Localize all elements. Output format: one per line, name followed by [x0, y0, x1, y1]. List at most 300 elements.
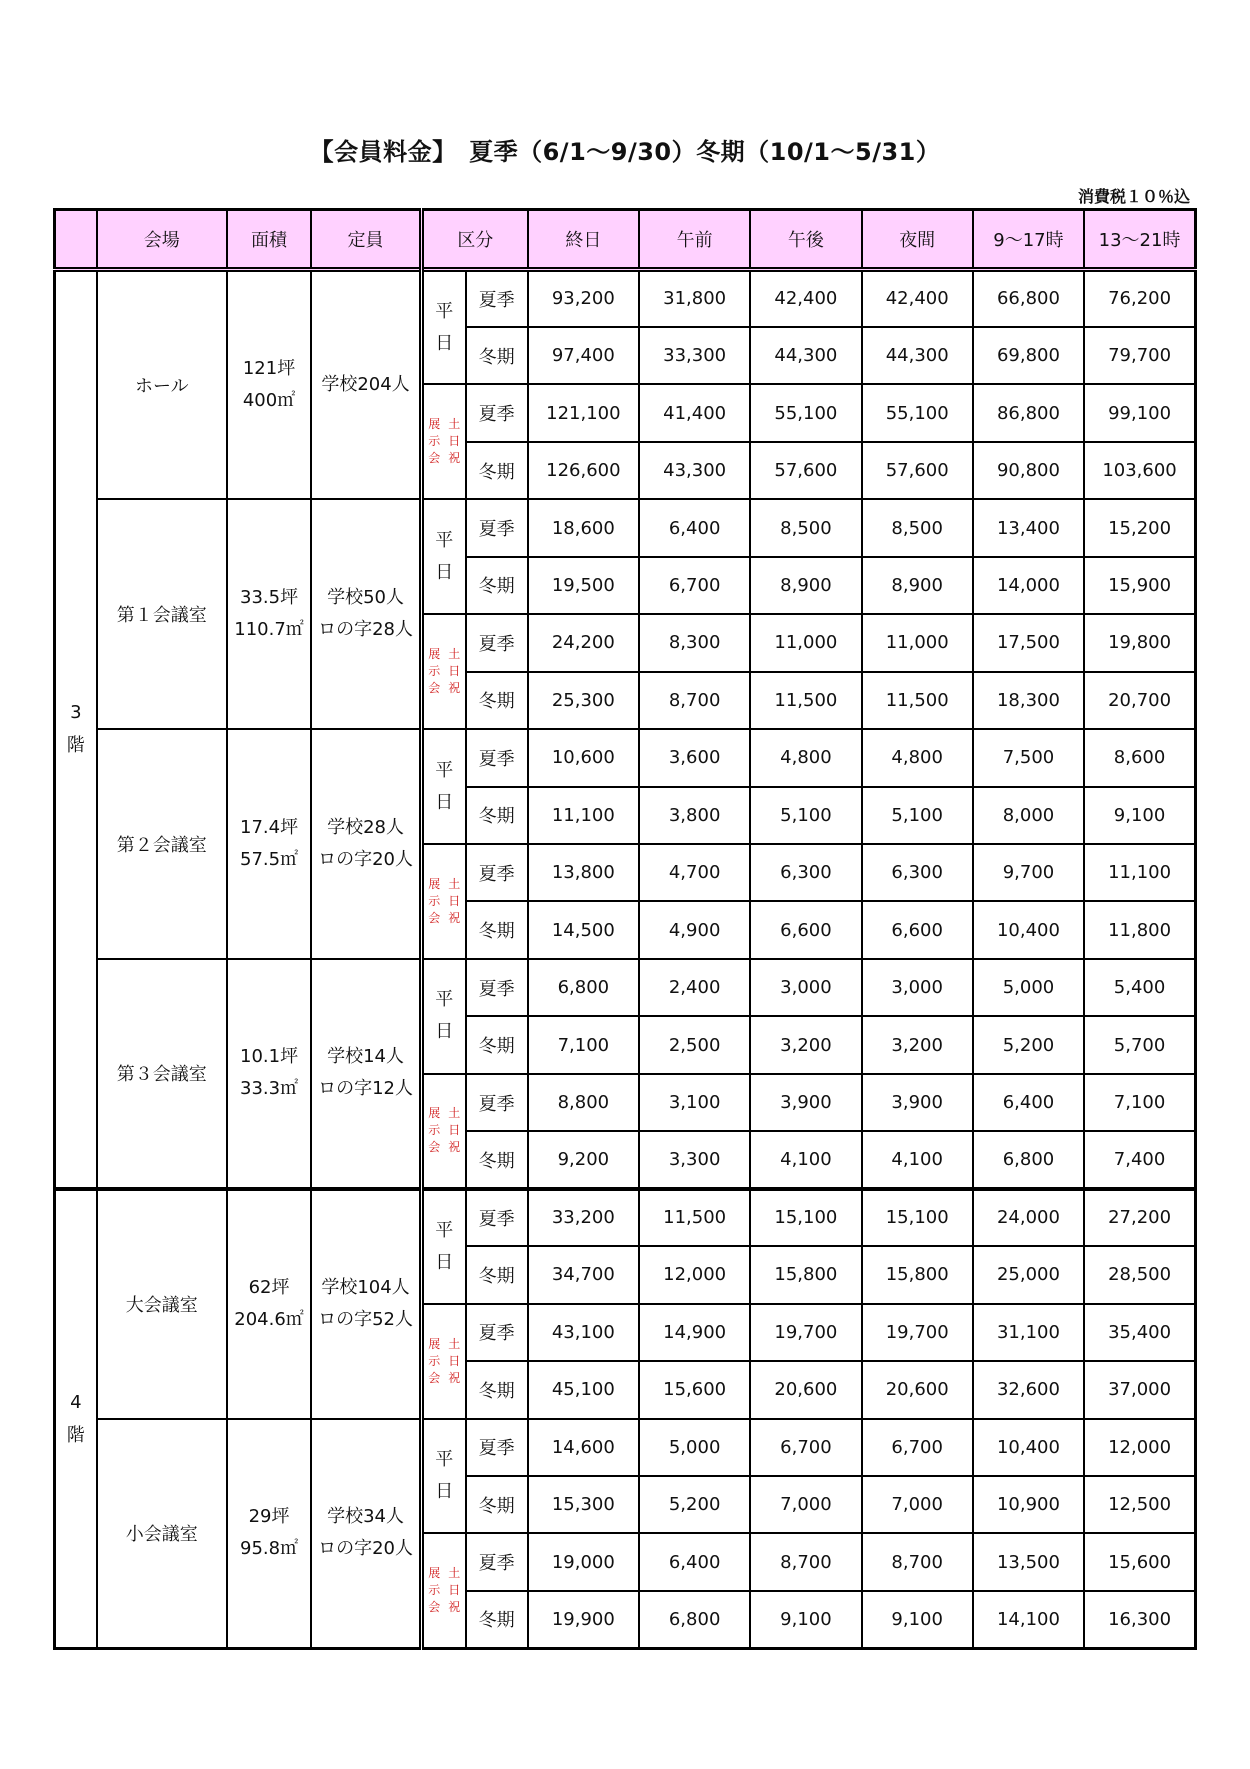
- rate-13-21: 103,600: [1084, 442, 1195, 499]
- rate-morning: 31,800: [639, 270, 750, 327]
- rate-13-21: 11,100: [1084, 844, 1195, 901]
- rate-13-21: 7,400: [1084, 1131, 1195, 1188]
- holiday-char: 土: [448, 876, 461, 891]
- season-winter: 冬期: [466, 1016, 528, 1073]
- rate-night: 42,400: [862, 270, 973, 327]
- rate-night: 8,900: [862, 557, 973, 614]
- capacity-line: 学校14人: [327, 1046, 404, 1068]
- page-title: 【会員料金】 夏季（6/1～9/30）冬期（10/1～5/31）: [309, 138, 941, 166]
- weekday-char: 平: [435, 529, 454, 551]
- rate-9-17: 5,200: [973, 1016, 1084, 1073]
- rate-13-21: 8,600: [1084, 729, 1195, 786]
- rate-9-17: 32,600: [973, 1361, 1084, 1418]
- holiday-label: [421, 614, 465, 729]
- rate-afternoon: 3,000: [750, 959, 861, 1016]
- holiday-char: 祝: [448, 1600, 461, 1615]
- holiday-label: [421, 1533, 465, 1648]
- season-summer: 夏季: [466, 499, 528, 556]
- holiday-char: 展: [428, 1106, 441, 1121]
- rate-afternoon: 4,800: [750, 729, 861, 786]
- weekday-label: [421, 499, 465, 614]
- rate-night: 4,100: [862, 1131, 973, 1188]
- weekday-label: [421, 959, 465, 1074]
- season-winter: 冬期: [466, 1361, 528, 1418]
- venue-area: [227, 959, 311, 1189]
- rate-afternoon: 8,700: [750, 1533, 861, 1590]
- rate-all-day: 93,200: [528, 270, 639, 327]
- rate-13-21: 15,600: [1084, 1533, 1195, 1590]
- rate-all-day: 19,500: [528, 557, 639, 614]
- rate-night: 3,900: [862, 1074, 973, 1131]
- rate-all-day: 13,800: [528, 844, 639, 901]
- holiday-char: 土: [448, 417, 461, 432]
- season-summer: 夏季: [466, 844, 528, 901]
- rate-morning: 5,200: [639, 1476, 750, 1533]
- rate-13-21: 5,700: [1084, 1016, 1195, 1073]
- rate-afternoon: 6,300: [750, 844, 861, 901]
- season-summer: 夏季: [466, 1304, 528, 1361]
- rate-all-day: 18,600: [528, 499, 639, 556]
- venue-capacity: [311, 1189, 421, 1419]
- rate-all-day: 19,000: [528, 1533, 639, 1590]
- venue-area: [227, 729, 311, 959]
- holiday-right: [448, 1105, 460, 1156]
- weekday-char: 平: [435, 759, 454, 781]
- rate-13-21: 28,500: [1084, 1246, 1195, 1303]
- capacity-line: ロの字52人: [318, 1309, 413, 1331]
- rate-13-21: 16,300: [1084, 1591, 1195, 1649]
- rate-morning: 43,300: [639, 442, 750, 499]
- venue-name: 第１会議室: [97, 499, 227, 729]
- rate-night: 8,500: [862, 499, 973, 556]
- season-summer: 夏季: [466, 959, 528, 1016]
- weekday-char: 日: [435, 1481, 454, 1503]
- rate-night: 20,600: [862, 1361, 973, 1418]
- rate-all-day: 34,700: [528, 1246, 639, 1303]
- holiday-char: 祝: [448, 1140, 461, 1155]
- rate-morning: 8,700: [639, 672, 750, 729]
- rate-afternoon: 5,100: [750, 787, 861, 844]
- rate-morning: 12,000: [639, 1246, 750, 1303]
- venue-name: 第３会議室: [97, 959, 227, 1189]
- area-line: 17.4坪: [240, 817, 299, 839]
- holiday-right: [448, 876, 460, 927]
- rate-afternoon: 3,900: [750, 1074, 861, 1131]
- rate-13-21: 12,500: [1084, 1476, 1195, 1533]
- season-winter: 冬期: [466, 672, 528, 729]
- holiday-left: [428, 1105, 440, 1156]
- weekday-char: 平: [435, 300, 454, 322]
- area-line: 204.6㎡: [234, 1309, 304, 1331]
- holiday-char: 展: [428, 417, 441, 432]
- holiday-label-wrap: [424, 1336, 465, 1387]
- rate-all-day: 43,100: [528, 1304, 639, 1361]
- rate-all-day: 7,100: [528, 1016, 639, 1073]
- rate-morning: 14,900: [639, 1304, 750, 1361]
- rate-13-21: 7,100: [1084, 1074, 1195, 1131]
- holiday-char: 展: [428, 876, 441, 891]
- holiday-label: [421, 844, 465, 959]
- rate-all-day: 9,200: [528, 1131, 639, 1188]
- holiday-left: [428, 1336, 440, 1387]
- rate-9-17: 90,800: [973, 442, 1084, 499]
- capacity-line: ロの字20人: [318, 849, 413, 871]
- rate-9-17: 10,400: [973, 1419, 1084, 1476]
- rate-afternoon: 8,900: [750, 557, 861, 614]
- season-winter: 冬期: [466, 1246, 528, 1303]
- holiday-char: 示: [428, 434, 441, 449]
- rate-night: 6,600: [862, 901, 973, 958]
- rate-night: 7,000: [862, 1476, 973, 1533]
- rate-13-21: 11,800: [1084, 901, 1195, 958]
- holiday-left: [428, 1565, 440, 1616]
- rate-9-17: 25,000: [973, 1246, 1084, 1303]
- holiday-left: [428, 646, 440, 697]
- table-row: [55, 1189, 1196, 1246]
- weekday-char: 日: [435, 332, 454, 354]
- rate-night: 9,100: [862, 1591, 973, 1649]
- rate-13-21: 99,100: [1084, 384, 1195, 441]
- header-9-17: 9～17時: [973, 210, 1084, 270]
- rate-13-21: 27,200: [1084, 1189, 1195, 1246]
- rate-all-day: 11,100: [528, 787, 639, 844]
- rate-9-17: 14,100: [973, 1591, 1084, 1649]
- season-summer: 夏季: [466, 614, 528, 671]
- header-13-21: 13～21時: [1084, 210, 1195, 270]
- rate-13-21: 19,800: [1084, 614, 1195, 671]
- rate-13-21: 79,700: [1084, 327, 1195, 384]
- venue-name: 小会議室: [97, 1419, 227, 1649]
- area-line: 10.1坪: [240, 1046, 299, 1068]
- rate-afternoon: 42,400: [750, 270, 861, 327]
- rate-13-21: 35,400: [1084, 1304, 1195, 1361]
- rate-night: 3,200: [862, 1016, 973, 1073]
- area-line: 400㎡: [242, 390, 296, 412]
- floor-label-char: 3: [70, 702, 82, 724]
- venue-name: 第２会議室: [97, 729, 227, 959]
- area-line: 33.3㎡: [240, 1078, 299, 1100]
- table-row: [55, 499, 1196, 556]
- season-summer: 夏季: [466, 729, 528, 786]
- header-blank: [55, 210, 97, 270]
- weekday-label: [421, 270, 465, 385]
- season-summer: 夏季: [466, 1074, 528, 1131]
- holiday-char: 祝: [448, 910, 461, 925]
- capacity-line: 学校28人: [327, 817, 404, 839]
- season-summer: 夏季: [466, 384, 528, 441]
- rate-morning: 8,300: [639, 614, 750, 671]
- weekday-label: [421, 1189, 465, 1304]
- holiday-char: 日: [448, 893, 461, 908]
- capacity-line: 学校50人: [327, 587, 404, 609]
- rate-13-21: 15,900: [1084, 557, 1195, 614]
- holiday-char: 土: [448, 1566, 461, 1581]
- rate-morning: 4,700: [639, 844, 750, 901]
- rate-13-21: 15,200: [1084, 499, 1195, 556]
- header-row: [55, 210, 1196, 270]
- holiday-label: [421, 1074, 465, 1189]
- rate-13-21: 20,700: [1084, 672, 1195, 729]
- holiday-char: 祝: [448, 681, 461, 696]
- holiday-label: [421, 384, 465, 499]
- holiday-char: 土: [448, 1106, 461, 1121]
- rate-night: 5,100: [862, 787, 973, 844]
- holiday-char: 日: [448, 1353, 461, 1368]
- weekday-char: 日: [435, 791, 454, 813]
- season-summer: 夏季: [466, 270, 528, 327]
- rate-9-17: 7,500: [973, 729, 1084, 786]
- rate-night: 4,800: [862, 729, 973, 786]
- capacity-line: ロの字28人: [318, 619, 413, 641]
- table-row: [55, 959, 1196, 1016]
- area-line: 33.5坪: [240, 587, 299, 609]
- rate-table: [53, 208, 1197, 1650]
- holiday-char: 示: [428, 1583, 441, 1598]
- rate-night: 6,700: [862, 1419, 973, 1476]
- weekday-char: 平: [435, 1449, 454, 1471]
- area-line: 57.5㎡: [240, 849, 299, 871]
- season-summer: 夏季: [466, 1533, 528, 1590]
- rate-morning: 3,100: [639, 1074, 750, 1131]
- rate-13-21: 37,000: [1084, 1361, 1195, 1418]
- venue-capacity: [311, 959, 421, 1189]
- weekday-label: [421, 729, 465, 844]
- rate-all-day: 14,600: [528, 1419, 639, 1476]
- weekday-char: 日: [435, 1021, 454, 1043]
- holiday-char: 祝: [448, 451, 461, 466]
- holiday-char: 会: [428, 1370, 441, 1385]
- holiday-char: 示: [428, 1353, 441, 1368]
- rate-night: 57,600: [862, 442, 973, 499]
- rate-afternoon: 19,700: [750, 1304, 861, 1361]
- rate-9-17: 17,500: [973, 614, 1084, 671]
- holiday-right: [448, 646, 460, 697]
- holiday-char: 示: [428, 1123, 441, 1138]
- rate-9-17: 13,500: [973, 1533, 1084, 1590]
- rate-9-17: 6,400: [973, 1074, 1084, 1131]
- weekday-label: [421, 1419, 465, 1534]
- area-line: 110.7㎡: [234, 619, 304, 641]
- season-winter: 冬期: [466, 1591, 528, 1649]
- floor-label: [55, 1189, 97, 1649]
- rate-all-day: 121,100: [528, 384, 639, 441]
- header-capacity: 定員: [311, 210, 421, 270]
- venue-capacity: [311, 270, 421, 500]
- rate-all-day: 10,600: [528, 729, 639, 786]
- rate-morning: 5,000: [639, 1419, 750, 1476]
- rate-morning: 11,500: [639, 1189, 750, 1246]
- rate-9-17: 13,400: [973, 499, 1084, 556]
- rate-9-17: 6,800: [973, 1131, 1084, 1188]
- season-winter: 冬期: [466, 442, 528, 499]
- venue-area: [227, 270, 311, 500]
- floor-label-char: 4: [70, 1391, 82, 1413]
- tax-note: 消費税１０％込: [1077, 187, 1190, 206]
- holiday-char: 展: [428, 1336, 441, 1351]
- rate-afternoon: 57,600: [750, 442, 861, 499]
- rate-night: 11,500: [862, 672, 973, 729]
- venue-capacity: [311, 499, 421, 729]
- header-afternoon: 午後: [750, 210, 861, 270]
- area-line: 29坪: [248, 1506, 290, 1528]
- rate-night: 19,700: [862, 1304, 973, 1361]
- floor-label: [55, 270, 97, 1189]
- rate-night: 15,100: [862, 1189, 973, 1246]
- holiday-char: 日: [448, 434, 461, 449]
- rate-9-17: 14,000: [973, 557, 1084, 614]
- holiday-right: [448, 1565, 460, 1616]
- rate-afternoon: 8,500: [750, 499, 861, 556]
- rate-afternoon: 6,700: [750, 1419, 861, 1476]
- season-summer: 夏季: [466, 1189, 528, 1246]
- rate-night: 6,300: [862, 844, 973, 901]
- season-winter: 冬期: [466, 787, 528, 844]
- rate-9-17: 69,800: [973, 327, 1084, 384]
- rate-9-17: 24,000: [973, 1189, 1084, 1246]
- venue-area: [227, 1419, 311, 1649]
- holiday-char: 展: [428, 1566, 441, 1581]
- season-winter: 冬期: [466, 901, 528, 958]
- area-line: 62坪: [248, 1277, 290, 1299]
- rate-all-day: 126,600: [528, 442, 639, 499]
- rate-afternoon: 44,300: [750, 327, 861, 384]
- holiday-char: 日: [448, 1583, 461, 1598]
- rate-night: 11,000: [862, 614, 973, 671]
- rate-afternoon: 20,600: [750, 1361, 861, 1418]
- header-category: 区分: [421, 210, 527, 270]
- rate-afternoon: 55,100: [750, 384, 861, 441]
- rate-afternoon: 7,000: [750, 1476, 861, 1533]
- weekday-char: 平: [435, 1219, 454, 1241]
- area-line: 95.8㎡: [240, 1538, 299, 1560]
- rate-afternoon: 6,600: [750, 901, 861, 958]
- rate-all-day: 6,800: [528, 959, 639, 1016]
- rate-all-day: 97,400: [528, 327, 639, 384]
- rate-night: 8,700: [862, 1533, 973, 1590]
- rate-afternoon: 11,000: [750, 614, 861, 671]
- holiday-label-wrap: [424, 876, 465, 927]
- season-summer: 夏季: [466, 1419, 528, 1476]
- holiday-right: [448, 416, 460, 467]
- season-winter: 冬期: [466, 327, 528, 384]
- holiday-left: [428, 416, 440, 467]
- holiday-char: 土: [448, 647, 461, 662]
- rate-afternoon: 11,500: [750, 672, 861, 729]
- rate-9-17: 18,300: [973, 672, 1084, 729]
- header-morning: 午前: [639, 210, 750, 270]
- holiday-label-wrap: [424, 646, 465, 697]
- weekday-char: 日: [435, 561, 454, 583]
- rate-morning: 6,400: [639, 499, 750, 556]
- rate-morning: 15,600: [639, 1361, 750, 1418]
- rate-all-day: 33,200: [528, 1189, 639, 1246]
- rate-all-day: 25,300: [528, 672, 639, 729]
- rate-morning: 2,400: [639, 959, 750, 1016]
- rate-9-17: 66,800: [973, 270, 1084, 327]
- rate-afternoon: 3,200: [750, 1016, 861, 1073]
- rate-afternoon: 15,100: [750, 1189, 861, 1246]
- rate-night: 44,300: [862, 327, 973, 384]
- rate-13-21: 9,100: [1084, 787, 1195, 844]
- holiday-char: 示: [428, 664, 441, 679]
- holiday-char: 祝: [448, 1370, 461, 1385]
- venue-area: [227, 499, 311, 729]
- holiday-label-wrap: [424, 1105, 465, 1156]
- season-winter: 冬期: [466, 1131, 528, 1188]
- holiday-char: 日: [448, 664, 461, 679]
- rate-morning: 2,500: [639, 1016, 750, 1073]
- holiday-label-wrap: [424, 1565, 465, 1616]
- rate-night: 55,100: [862, 384, 973, 441]
- rate-all-day: 8,800: [528, 1074, 639, 1131]
- venue-area: [227, 1189, 311, 1419]
- rate-all-day: 14,500: [528, 901, 639, 958]
- holiday-char: 会: [428, 681, 441, 696]
- weekday-char: 日: [435, 1251, 454, 1273]
- capacity-line: ロの字20人: [318, 1538, 413, 1560]
- season-winter: 冬期: [466, 1476, 528, 1533]
- weekday-char: 平: [435, 989, 454, 1011]
- rate-afternoon: 15,800: [750, 1246, 861, 1303]
- header-night: 夜間: [862, 210, 973, 270]
- header-area: 面積: [227, 210, 311, 270]
- capacity-line: 学校204人: [321, 374, 410, 396]
- rate-9-17: 10,400: [973, 901, 1084, 958]
- rate-body: [55, 270, 1196, 1649]
- holiday-left: [428, 876, 440, 927]
- table-row: [55, 1419, 1196, 1476]
- venue-capacity: [311, 1419, 421, 1649]
- holiday-char: 土: [448, 1336, 461, 1351]
- rate-morning: 3,300: [639, 1131, 750, 1188]
- holiday-char: 展: [428, 647, 441, 662]
- rate-9-17: 8,000: [973, 787, 1084, 844]
- capacity-line: 学校104人: [321, 1277, 410, 1299]
- rate-all-day: 19,900: [528, 1591, 639, 1649]
- rate-afternoon: 4,100: [750, 1131, 861, 1188]
- rate-morning: 4,900: [639, 901, 750, 958]
- rate-9-17: 9,700: [973, 844, 1084, 901]
- floor-label-char: 階: [66, 1424, 85, 1446]
- rate-13-21: 12,000: [1084, 1419, 1195, 1476]
- rate-morning: 6,800: [639, 1591, 750, 1649]
- holiday-char: 日: [448, 1123, 461, 1138]
- rate-morning: 3,600: [639, 729, 750, 786]
- rate-all-day: 45,100: [528, 1361, 639, 1418]
- table-row: [55, 270, 1196, 327]
- area-line: 121坪: [242, 358, 296, 380]
- rate-9-17: 10,900: [973, 1476, 1084, 1533]
- rate-9-17: 86,800: [973, 384, 1084, 441]
- holiday-label: [421, 1304, 465, 1419]
- holiday-char: 会: [428, 910, 441, 925]
- rate-9-17: 31,100: [973, 1304, 1084, 1361]
- table-row: [55, 729, 1196, 786]
- rate-13-21: 76,200: [1084, 270, 1195, 327]
- rate-9-17: 5,000: [973, 959, 1084, 1016]
- venue-name: 大会議室: [97, 1189, 227, 1419]
- rate-morning: 3,800: [639, 787, 750, 844]
- holiday-right: [448, 1336, 460, 1387]
- header-venue: 会場: [97, 210, 227, 270]
- rate-afternoon: 9,100: [750, 1591, 861, 1649]
- rate-morning: 41,400: [639, 384, 750, 441]
- holiday-label-wrap: [424, 416, 465, 467]
- rate-night: 15,800: [862, 1246, 973, 1303]
- header-all-day: 終日: [528, 210, 639, 270]
- venue-capacity: [311, 729, 421, 959]
- rate-all-day: 24,200: [528, 614, 639, 671]
